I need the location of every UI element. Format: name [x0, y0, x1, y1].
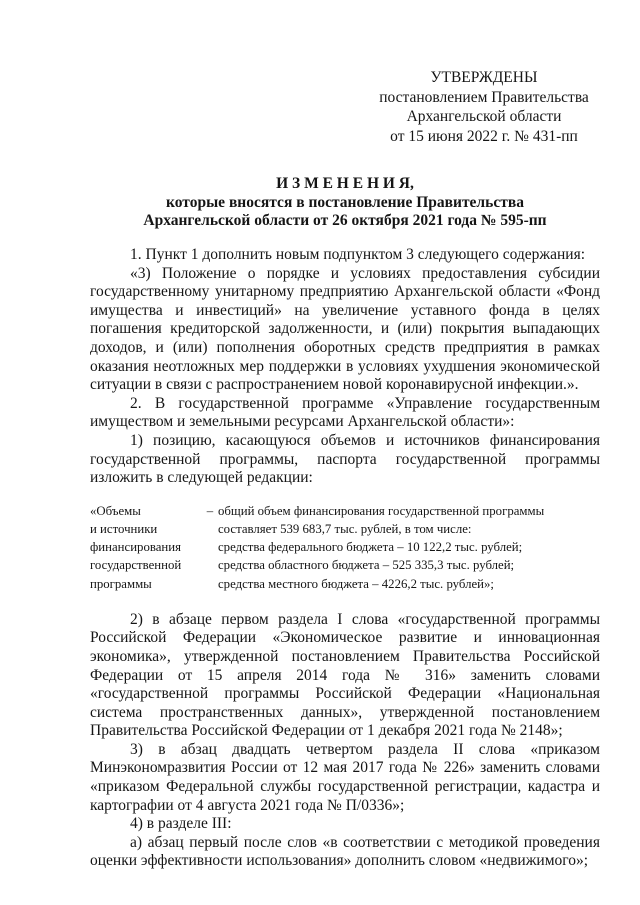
passport-label-line: государственной	[90, 558, 182, 573]
document-body	[90, 246, 600, 871]
approval-block	[378, 68, 590, 146]
passport-value-line: средства областного бюджета – 525 335,3 тыс. рублей;	[218, 558, 515, 573]
passport-position-value	[218, 502, 563, 593]
passport-label-line: и источники	[90, 521, 158, 536]
approval-line: постановлением Правительства	[379, 88, 589, 106]
paragraph-3: 2. В государственной программе «Управление государственным имуществом и земельными ресурсами Архангельской области»:	[90, 394, 600, 431]
approval-heading: УТВЕРЖДЕНЫ	[430, 69, 538, 86]
paragraph-5: 2) в абзаце первом раздела I слова «государственной программы Российской Федерации «Экономическое развитие и инновационная экономика», утвержденной постановлением Правительства Российской Федерации от 15 апреля 2014 года № 316» заменить словами «государственной программы Российской Федерации «Национальная система пространственных данных», утвержденной постановлением Правительства Российской Федерации от 1 декабря 2021 года № 2148»;	[90, 610, 600, 740]
paragraph-1: 1. Пункт 1 дополнить новым подпунктом 3 следующего содержания:	[130, 246, 586, 263]
document-title	[90, 175, 600, 231]
approval-line: Архангельской области	[406, 108, 562, 125]
title-heading: И З М Е Н Е Н И Я,	[276, 175, 414, 192]
title-subheading: которые вносятся в постановление Правительства	[166, 193, 524, 211]
passport-value-line: средства федерального бюджета – 10 122,2 тыс. рублей;	[218, 540, 523, 555]
paragraph-7: 4) в разделе III:	[130, 815, 232, 833]
paragraph-8: а) абзац первый после слов «в соответствии с методикой проведения оценки эффективности использования» дополнить словом «недвижимого»;	[90, 833, 600, 870]
passport-position-label	[90, 502, 202, 593]
passport-dash: –	[206, 503, 214, 518]
paragraph-4: 1) позицию, касающуюся объемов и источников финансирования государственной программы, паспорта государственной программы изложить в следующей редакции:	[90, 431, 600, 487]
passport-value-line: общий объем финансирования государственной программы составляет 539 683,7 тыс. рублей, в том числе:	[218, 503, 545, 536]
paragraph-6: 3) в абзац двадцать четвертом раздела II слова «приказом Минэкономразвития России от 12 мая 2017 года № 226» заменить словами «приказом Федеральной службы государственной регистрации, кадастра и картографии от 4 августа 2021 года № П/0336»;	[90, 740, 600, 814]
approval-date-number: от 15 июня 2022 г. № 431-пп	[390, 127, 578, 145]
passport-funding-table	[90, 502, 600, 593]
passport-label-line: финансирования	[90, 540, 181, 555]
passport-label-line: «Объемы	[90, 503, 141, 518]
paragraph-2: «3) Положение о порядке и условиях предоставления субсидии государственному унитарному предприятию Архангельской области «Фонд имущества и инвестиций» на увеличение уставного фонда в целях погашения кредиторской задолженности, и (или) покрытия выпадающих доходов, и (или) пополнения оборотных средств предприятия в рамках оказания неотложных мер поддержки в условиях ухудшения экономической ситуации в связи с распространением новой коронавирусной инфекции.».	[90, 264, 600, 394]
title-subheading: Архангельской области от 26 октября 2021 года № 595-пп	[143, 212, 547, 229]
passport-value-line: средства местного бюджета – 4226,2 тыс. рублей»;	[218, 576, 494, 591]
passport-label-line: программы	[90, 576, 152, 591]
